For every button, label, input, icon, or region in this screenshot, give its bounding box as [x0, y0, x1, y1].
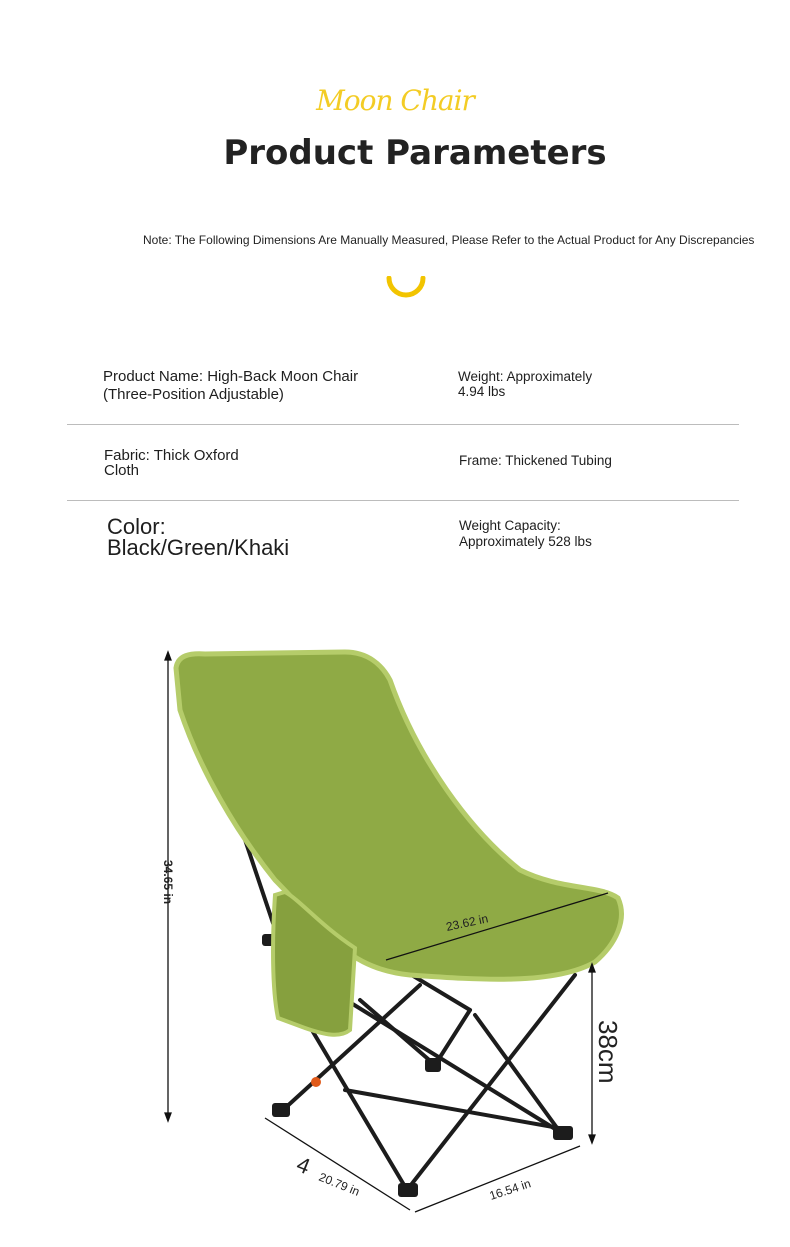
width-dimension-line [415, 1146, 580, 1212]
seat-width-label: 23.62 in [444, 911, 490, 934]
seat-height-label: 38cm [593, 1020, 623, 1084]
row-divider [67, 424, 739, 425]
spec-product-name-line2: (Three-Position Adjustable) [103, 386, 284, 403]
spec-weight [458, 369, 592, 399]
depth-partial-label: 4 [293, 1151, 314, 1180]
depth-label: 20.79 in [316, 1169, 362, 1199]
spec-product-name [103, 368, 358, 404]
adjustment-knob [311, 1077, 321, 1087]
spec-frame: Frame: Thickened Tubing [459, 453, 612, 468]
spec-product-name-line1: Product Name: High-Back Moon Chair [103, 368, 359, 385]
chair-dimension-diagram [0, 600, 790, 1247]
spec-weight-line2: 4.94 lbs [458, 384, 506, 399]
depth-dimension-line [265, 1118, 410, 1210]
spec-capacity-line1: Weight Capacity: [459, 518, 561, 533]
smile-icon [386, 276, 426, 298]
spec-fabric-line2: Cloth [104, 462, 140, 479]
width-label: 16.54 in [487, 1176, 533, 1203]
spec-capacity-line2: Approximately 528 lbs [459, 534, 592, 549]
brand-logo: Moon Chair [316, 84, 474, 117]
page-title: Product Parameters [223, 133, 607, 173]
spec-color-line1: Color: [107, 514, 166, 539]
spec-fabric [104, 448, 239, 478]
row-divider [67, 500, 739, 501]
spec-weight-line1: Weight: Approximately [458, 369, 593, 384]
spec-color-line2: Black/Green/Khaki [107, 535, 290, 560]
measurement-note: Note: The Following Dimensions Are Manually Measured, Please Refer to the Actual Product for Any Discrepancies [143, 233, 755, 247]
spec-fabric-line1: Fabric: Thick Oxford [104, 447, 239, 464]
height-label: 34.65 in [161, 860, 175, 905]
chair-fabric [176, 652, 621, 979]
spec-color [107, 516, 289, 558]
spec-capacity [459, 518, 592, 550]
